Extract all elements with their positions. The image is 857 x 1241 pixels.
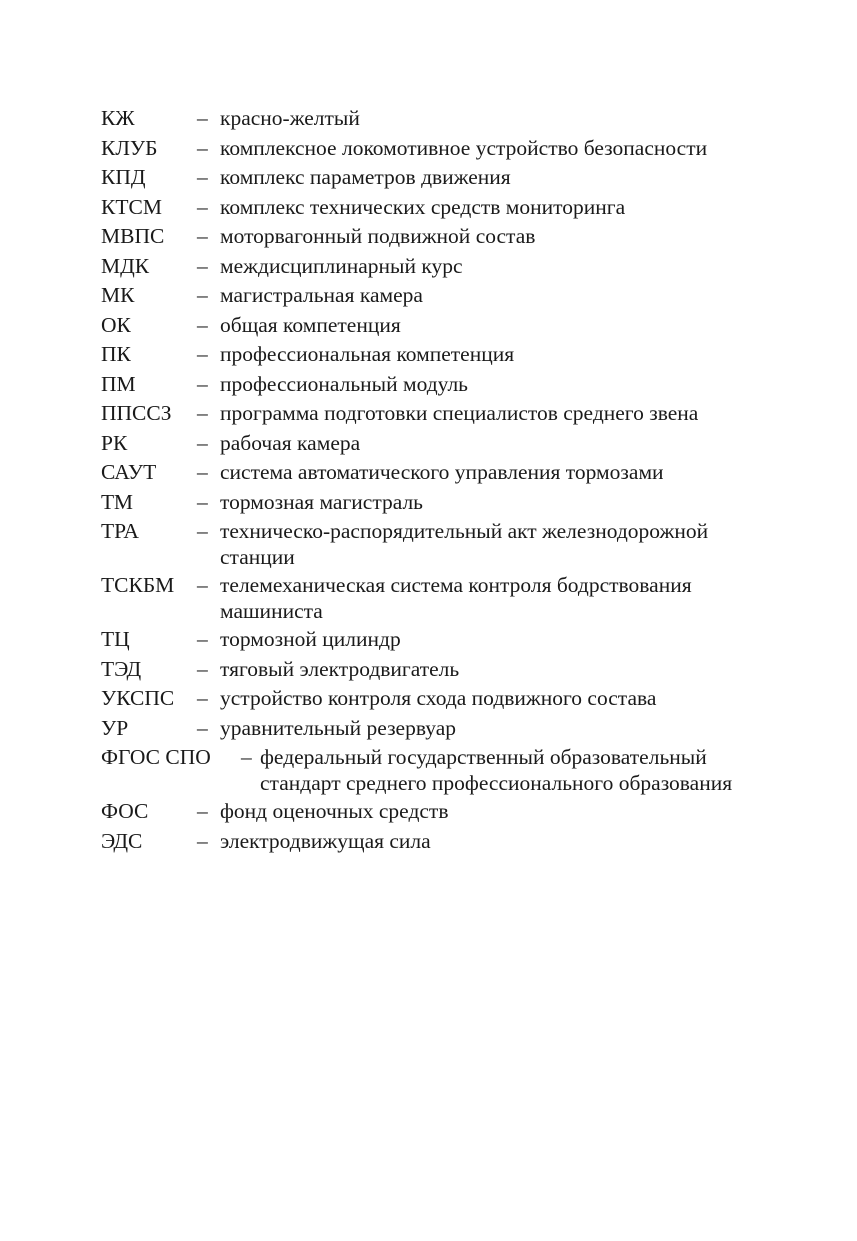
abbreviation-entry [101, 195, 781, 221]
entry-dash: – [197, 312, 208, 337]
definition-line: федеральный государственный образовательный [260, 745, 707, 769]
definition-line: программа подготовки специалистов среднего звена [220, 401, 699, 425]
abbreviation-term: ТМ [101, 489, 133, 514]
abbreviation-definition [220, 195, 780, 221]
definition-line: станции [220, 544, 295, 569]
abbreviation-term: КТСМ [101, 194, 162, 219]
definition-line: общая компетенция [220, 312, 401, 337]
abbreviation-definition [220, 224, 780, 250]
entry-dash: – [197, 828, 208, 853]
abbreviation-definition [220, 106, 780, 132]
abbreviation-definition [260, 745, 780, 796]
abbreviation-entry [101, 627, 781, 653]
abbreviation-entry [101, 490, 781, 516]
definition-line: тормозной цилиндр [220, 627, 401, 651]
abbreviation-entry [101, 716, 781, 742]
abbreviation-term: САУТ [101, 460, 157, 484]
entry-dash: – [197, 627, 208, 651]
abbreviation-definition [220, 460, 780, 486]
definition-line: машиниста [220, 598, 323, 623]
abbreviation-term: ЭДС [101, 828, 143, 853]
entry-dash: – [197, 253, 208, 278]
abbreviation-definition [220, 136, 780, 162]
abbreviation-entry [101, 136, 781, 162]
abbreviation-entry [101, 519, 781, 570]
abbreviation-term: ФГОС СПО [101, 745, 211, 769]
definition-line: комплексное локомотивное устройство безопасности [220, 135, 708, 160]
definition-line: телемеханическая система контроля бодрствования [220, 573, 692, 597]
abbreviation-term: МВПС [101, 224, 165, 248]
entry-dash: – [197, 686, 208, 710]
abbreviation-definition [220, 686, 780, 712]
entry-dash: – [241, 745, 252, 769]
entry-dash: – [197, 799, 208, 823]
abbreviation-definition [220, 342, 780, 368]
definition-line: фонд оценочных средств [220, 799, 449, 823]
abbreviation-definition [220, 829, 780, 855]
abbreviation-term: ТЭД [101, 656, 142, 681]
definition-line: моторвагонный подвижной состав [220, 224, 536, 248]
abbreviation-definition [220, 627, 780, 653]
abbreviation-entry [101, 224, 781, 250]
abbreviation-entry [101, 799, 781, 825]
abbreviation-entry [101, 686, 781, 712]
definition-line: электродвижущая сила [220, 828, 431, 853]
entry-dash: – [197, 165, 208, 189]
definition-line: профессиональная компетенция [220, 342, 515, 366]
entry-dash: – [197, 519, 208, 543]
abbreviation-definition [220, 657, 780, 683]
abbreviation-definition [220, 431, 780, 457]
entry-dash: – [197, 224, 208, 248]
entry-dash: – [197, 342, 208, 366]
entry-dash: – [197, 135, 208, 160]
definition-line: красно-желтый [220, 106, 360, 130]
abbreviation-entry [101, 372, 781, 398]
abbreviation-definition [220, 573, 780, 624]
abbreviation-entry [101, 829, 781, 855]
definition-line: стандарт среднего профессионального образования [260, 770, 733, 795]
entry-dash: – [197, 371, 208, 396]
abbreviation-definition [220, 490, 780, 516]
abbreviation-definition [220, 313, 780, 339]
abbreviation-definition [220, 254, 780, 280]
abbreviation-entry [101, 460, 781, 486]
abbreviation-definition [220, 799, 780, 825]
entry-dash: – [197, 573, 208, 597]
abbreviation-definition [220, 716, 780, 742]
abbreviation-entry [101, 431, 781, 457]
abbreviation-entry [101, 313, 781, 339]
definition-line: уравнительный резервуар [220, 715, 457, 740]
abbreviation-term: ТЦ [101, 627, 130, 651]
abbreviation-term: ТСКБМ [101, 573, 175, 597]
definition-line: техническо-распорядительный акт железнодорожной [220, 519, 709, 543]
definition-line: междисциплинарный курс [220, 253, 463, 278]
abbreviation-term: МК [101, 283, 135, 307]
abbreviation-entry [101, 745, 781, 796]
definition-line: система автоматического управления тормозами [220, 460, 664, 484]
abbreviation-definition [220, 283, 780, 309]
abbreviation-definition [220, 372, 780, 398]
entry-dash: – [197, 194, 208, 219]
definition-line: рабочая камера [220, 430, 361, 455]
abbreviation-term: ОК [101, 312, 131, 337]
abbreviation-entry [101, 254, 781, 280]
abbreviation-definition [220, 519, 780, 570]
abbreviation-term: ТРА [101, 519, 139, 543]
abbreviation-entry [101, 283, 781, 309]
abbreviation-entry [101, 106, 781, 132]
entry-dash: – [197, 489, 208, 514]
entry-dash: – [197, 106, 208, 130]
abbreviation-entry [101, 165, 781, 191]
abbreviation-term: КЖ [101, 106, 135, 130]
abbreviation-term: МДК [101, 253, 150, 278]
entry-dash: – [197, 715, 208, 740]
definition-line: магистральная камера [220, 283, 423, 307]
definition-line: тяговый электродвигатель [220, 656, 460, 681]
abbreviation-term: ПМ [101, 371, 136, 396]
abbreviation-term: ППССЗ [101, 401, 172, 425]
entry-dash: – [197, 656, 208, 681]
abbreviation-definition [220, 401, 780, 427]
abbreviation-term: ПК [101, 342, 131, 366]
entry-dash: – [197, 401, 208, 425]
abbreviation-term: КЛУБ [101, 135, 158, 160]
abbreviation-entry [101, 573, 781, 624]
entry-dash: – [197, 460, 208, 484]
entry-dash: – [197, 283, 208, 307]
definition-line: комплекс параметров движения [220, 165, 511, 189]
abbreviation-term: ФОС [101, 799, 149, 823]
definition-line: профессиональный модуль [220, 371, 468, 396]
abbreviation-entry [101, 401, 781, 427]
definition-line: комплекс технических средств мониторинга [220, 194, 626, 219]
abbreviation-term: УКСПС [101, 686, 175, 710]
abbreviation-term: РК [101, 430, 128, 455]
abbreviation-term: КПД [101, 165, 146, 189]
abbreviation-list [101, 106, 781, 858]
abbreviation-term: УР [101, 715, 129, 740]
abbreviation-entry [101, 342, 781, 368]
entry-dash: – [197, 430, 208, 455]
definition-line: устройство контроля схода подвижного состава [220, 686, 657, 710]
abbreviation-definition [220, 165, 780, 191]
abbreviation-entry [101, 657, 781, 683]
definition-line: тормозная магистраль [220, 489, 423, 514]
